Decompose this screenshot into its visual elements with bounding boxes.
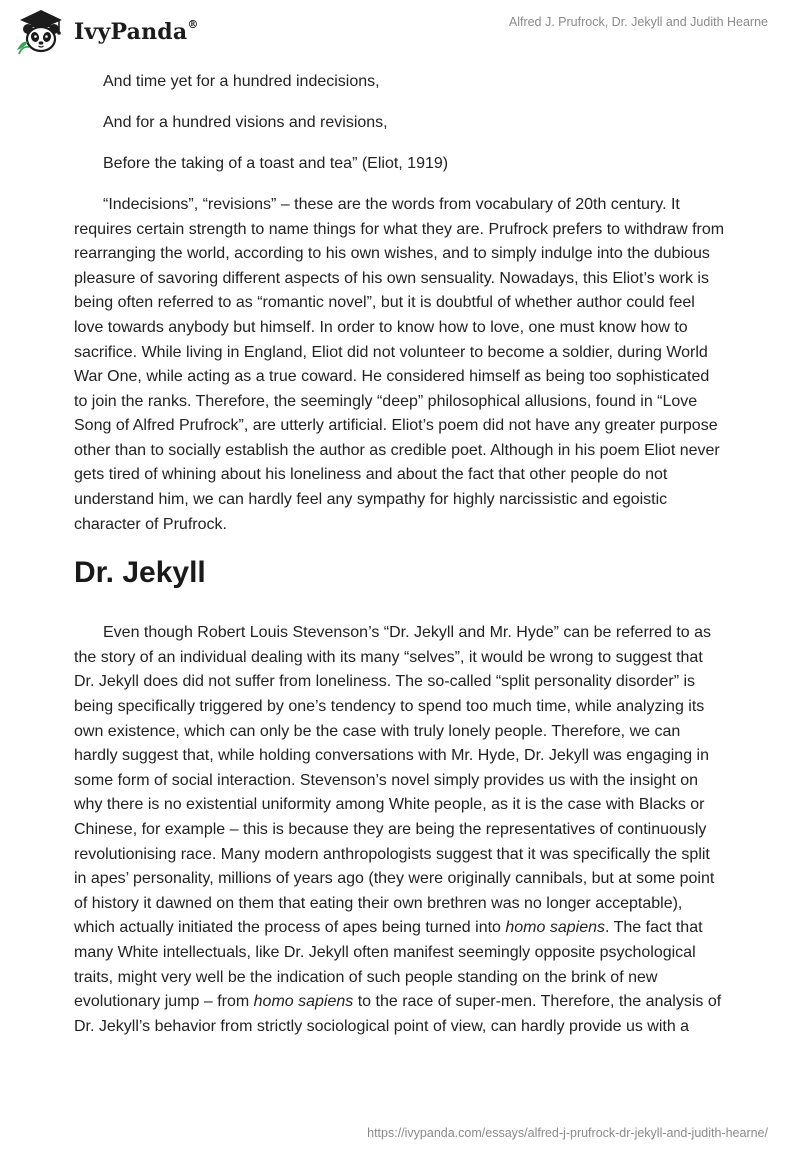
source-url[interactable]: https://ivypanda.com/essays/alfred-j-prufrock-dr-jekyll-and-judith-hearne/ <box>367 1126 768 1140</box>
italic-term: homo sapiens <box>505 919 605 937</box>
verse-line: And for a hundred visions and revisions, <box>103 113 388 131</box>
verse-line: Before the taking of a toast and tea” (Eliot, 1919) <box>103 154 449 172</box>
document-title: Alfred J. Prufrock, Dr. Jekyll and Judith Hearne <box>508 15 768 29</box>
paragraph-text: Even though Robert Louis Stevenson’s “Dr. Jekyll and Mr. Hyde” can be referred to as the story of an individual dealing with its many “selves”, it would be wrong to suggest that Dr. Jekyll does did not suffer from loneliness. The so-called “split personality disorder” is being specifically triggered by one’s tendency to spend too much time, while analyzing its own existence, which can only be the case with truly lonely people. Therefore, we can hardly suggest that, while holding conversations with Mr. Hyde, Dr. Jekyll was engaging in some form of social interaction. Stevenson’s novel simply provides us with the insight on why there is no existential uniformity among White people, as it is the case with Blacks or Chinese, for example – this is because they are being the representatives of continuously revolutionising race. Many modern anthropologists suggest that it was specifically the split in apes’ personality, millions of years ago (they were originally cannibals, but at some point of history it dawned on them that eating their own brethren was no longer acceptable), which actually initiated the process of apes being turned into <box>74 624 715 937</box>
section-heading: Dr. Jekyll <box>74 556 206 590</box>
brand-name <box>74 19 199 45</box>
verse-line: And time yet for a hundred indecisions, <box>103 73 380 90</box>
ivypanda-logo[interactable] <box>14 6 264 56</box>
trademark-symbol: ® <box>187 17 199 31</box>
page-header <box>0 0 800 64</box>
paragraph-text: to the race of super-men. Therefore, the analysis of Dr. Jekyll’s behavior from strictly sociological point of view, can hardly provide us with a <box>74 993 722 1035</box>
brand-label: IvyPanda <box>74 19 188 45</box>
essay-content <box>74 70 726 1039</box>
paragraph-text: . The fact that many White intellectuals, like Dr. Jekyll often manifest seemingly opposite psychological traits, might very well be the indication of such people standing on the brink of new evolutionary jump – from <box>74 919 703 1011</box>
body-paragraph: “Indecisions”, “revisions” – these are the words from vocabulary of 20th century. It requires certain strength to name things for what they are. Prufrock prefers to withdraw from rearranging the world, according to his own wishes, and to simply indulge into the dubious pleasure of savoring different aspects of his own sensuality. Nowadays, this Eliot’s work is being often referred to as “romantic novel”, but it is doubtful of whether author could feel love towards anybody but himself. In order to know how to love, one must know how to sacrifice. While living in England, Eliot did not volunteer to become a soldier, during World War One, while acting as a true coward. He considered himself as being too sophisticated to join the ranks. Therefore, the seemingly “deep” philosophical allusions, found in “Love Song of Alfred Prufrock”, are utterly artificial. Eliot’s poem did not have any greater purpose other than to socially establish the author as credible poet. Although in his poem Eliot never gets tired of whining about his loneliness and about the fact that other people do not understand him, we can hardly feel any sympathy for highly narcissistic and egoistic character of Prufrock. <box>74 195 725 533</box>
panda-graduate-icon <box>14 6 66 56</box>
body-paragraph <box>74 621 726 1039</box>
italic-term: homo sapiens <box>253 993 354 1011</box>
